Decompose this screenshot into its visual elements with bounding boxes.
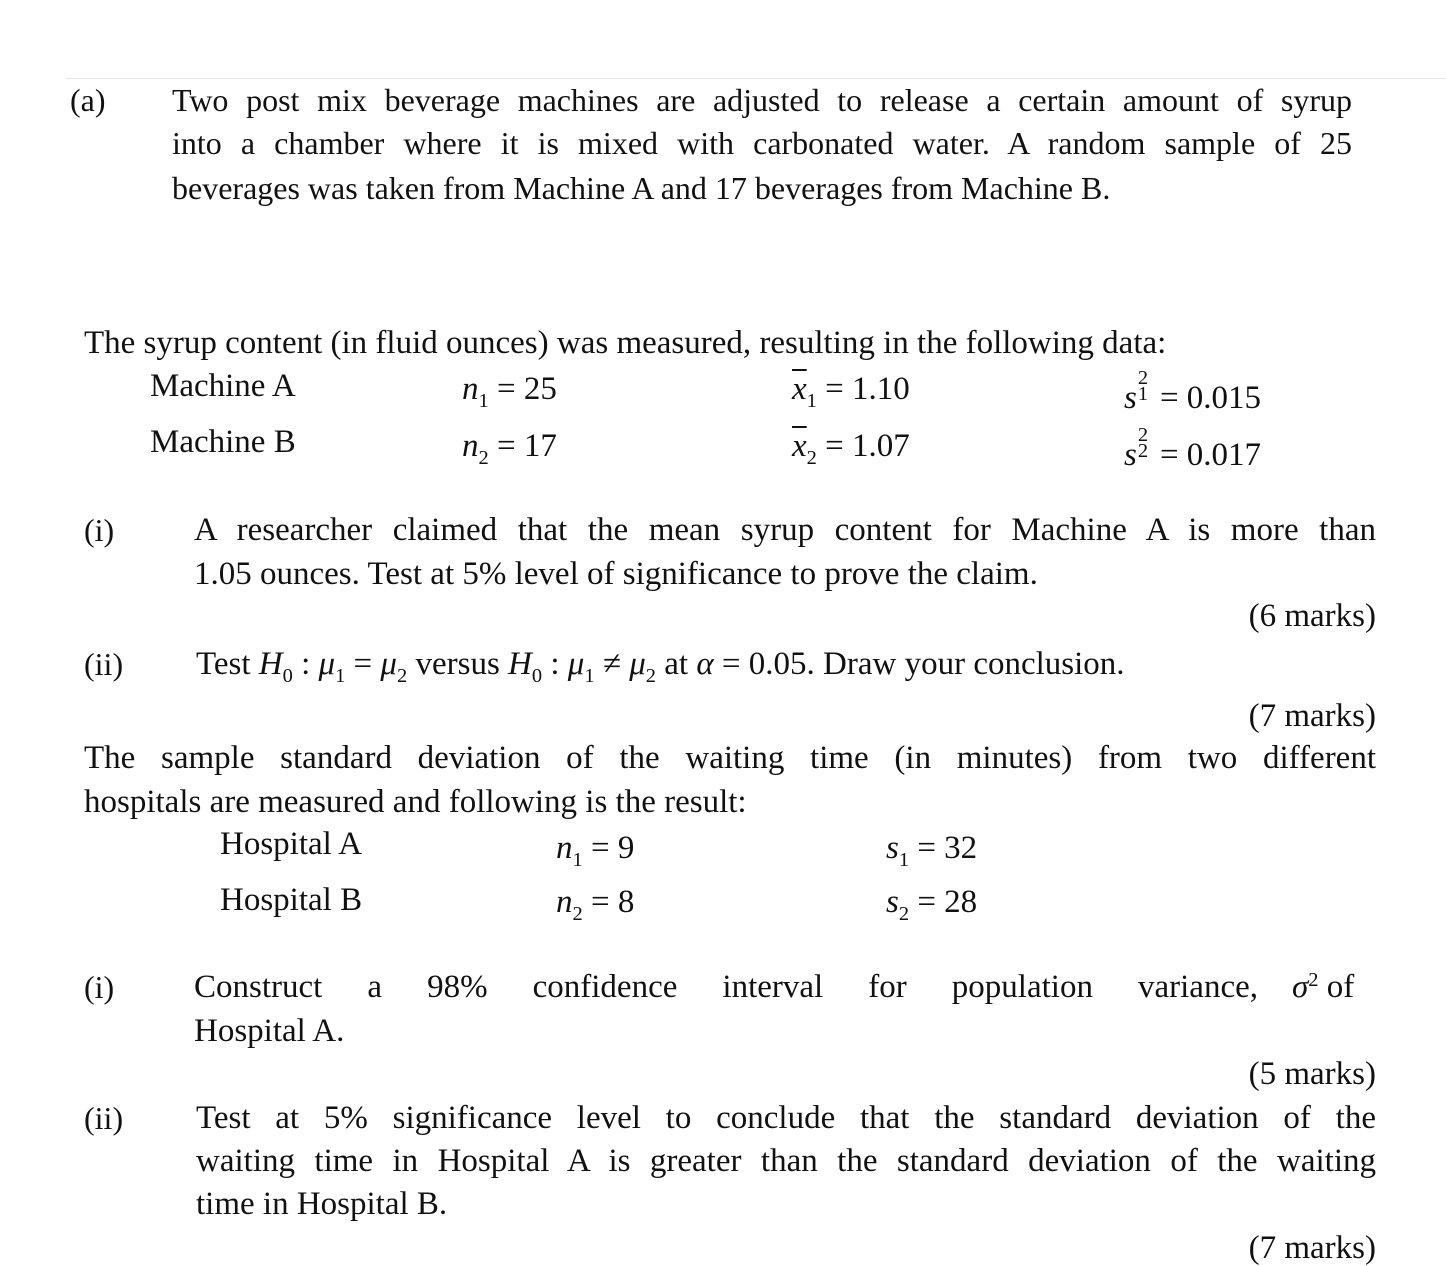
waiting-q1-label: (i) <box>84 969 115 1005</box>
waiting-q1-sigma: $\sigma^2$ of <box>1292 968 1355 1005</box>
machine-b-n: $n_2 = 17$ <box>462 428 557 469</box>
syrup-q1-line-2: 1.05 ounces. Test at 5% level of significance to prove the claim. <box>194 556 1038 592</box>
waiting-q1-line-2: Hospital A. <box>194 1013 345 1049</box>
syrup-description: The syrup content (in fluid ounces) was measured, resulting in the following data: <box>84 325 1167 361</box>
machine-b-variance: s 2 2 = 0.017 <box>1124 423 1262 473</box>
hospital-b-n: $n_2 = 8$ <box>556 884 635 925</box>
intro-line-1: Two post mix beverage machines are adjusted to release a certain amount of syrup <box>172 82 1352 118</box>
waiting-q2-line-3: time in Hospital B. <box>196 1186 448 1222</box>
hospital-a-s: $s_1 = 32$ <box>886 830 978 871</box>
machine-b-label: Machine B <box>150 424 296 460</box>
waiting-q2-label: (ii) <box>84 1100 124 1136</box>
hospital-a-label: Hospital A <box>220 826 363 862</box>
waiting-q1-marks: (5 marks) <box>1248 1056 1376 1092</box>
machine-a-xbar: $\overline{x}_1 = 1.10$ <box>792 371 910 412</box>
waiting-q1-line-1: Construct a 98% confidence interval for population variance, <box>194 969 1258 1005</box>
intro-line-3: beverages was taken from Machine A and 17 beverages from Machine B. <box>172 170 1111 206</box>
syrup-q2-label: (ii) <box>84 646 124 682</box>
syrup-q1-line-1: A researcher claimed that the mean syrup content for Machine A is more than <box>194 512 1376 548</box>
part-a-label: (a) <box>70 82 106 118</box>
waiting-q2-line-1: Test at 5% significance level to conclude that the standard deviation of the <box>196 1100 1376 1136</box>
hospital-b-label: Hospital B <box>220 882 363 918</box>
machine-a-n: $n_1 = 25$ <box>462 371 557 412</box>
hospital-a-n: $n_1 = 9$ <box>556 830 635 871</box>
waiting-line-2: hospitals are measured and following is the result: <box>84 784 747 820</box>
machine-b-xbar: $\overline{x}_2 = 1.07$ <box>792 428 910 469</box>
waiting-q2-marks: (7 marks) <box>1248 1230 1376 1266</box>
waiting-line-1: The sample standard deviation of the waiting time (in minutes) from two different <box>84 740 1376 776</box>
machine-a-label: Machine A <box>150 368 296 404</box>
machine-a-variance: s 2 1 = 0.015 <box>1124 366 1262 416</box>
top-rule <box>66 78 1446 79</box>
syrup-q2-marks: (7 marks) <box>1248 698 1376 734</box>
hospital-b-s: $s_2 = 28$ <box>886 884 978 925</box>
waiting-q2-line-2: waiting time in Hospital A is greater than the standard deviation of the waiting <box>196 1143 1376 1179</box>
syrup-q1-marks: (6 marks) <box>1248 598 1376 634</box>
intro-line-2: into a chamber where it is mixed with carbonated water. A random sample of 25 <box>172 125 1352 161</box>
syrup-q2-line: Test $H_0$ : $\mu_1 = \mu_2$ versus $H_0$ : $\mu_1 \ne \mu_2$ at α = 0.05. Draw your conclusion. <box>196 646 1125 687</box>
syrup-q1-label: (i) <box>84 512 115 548</box>
